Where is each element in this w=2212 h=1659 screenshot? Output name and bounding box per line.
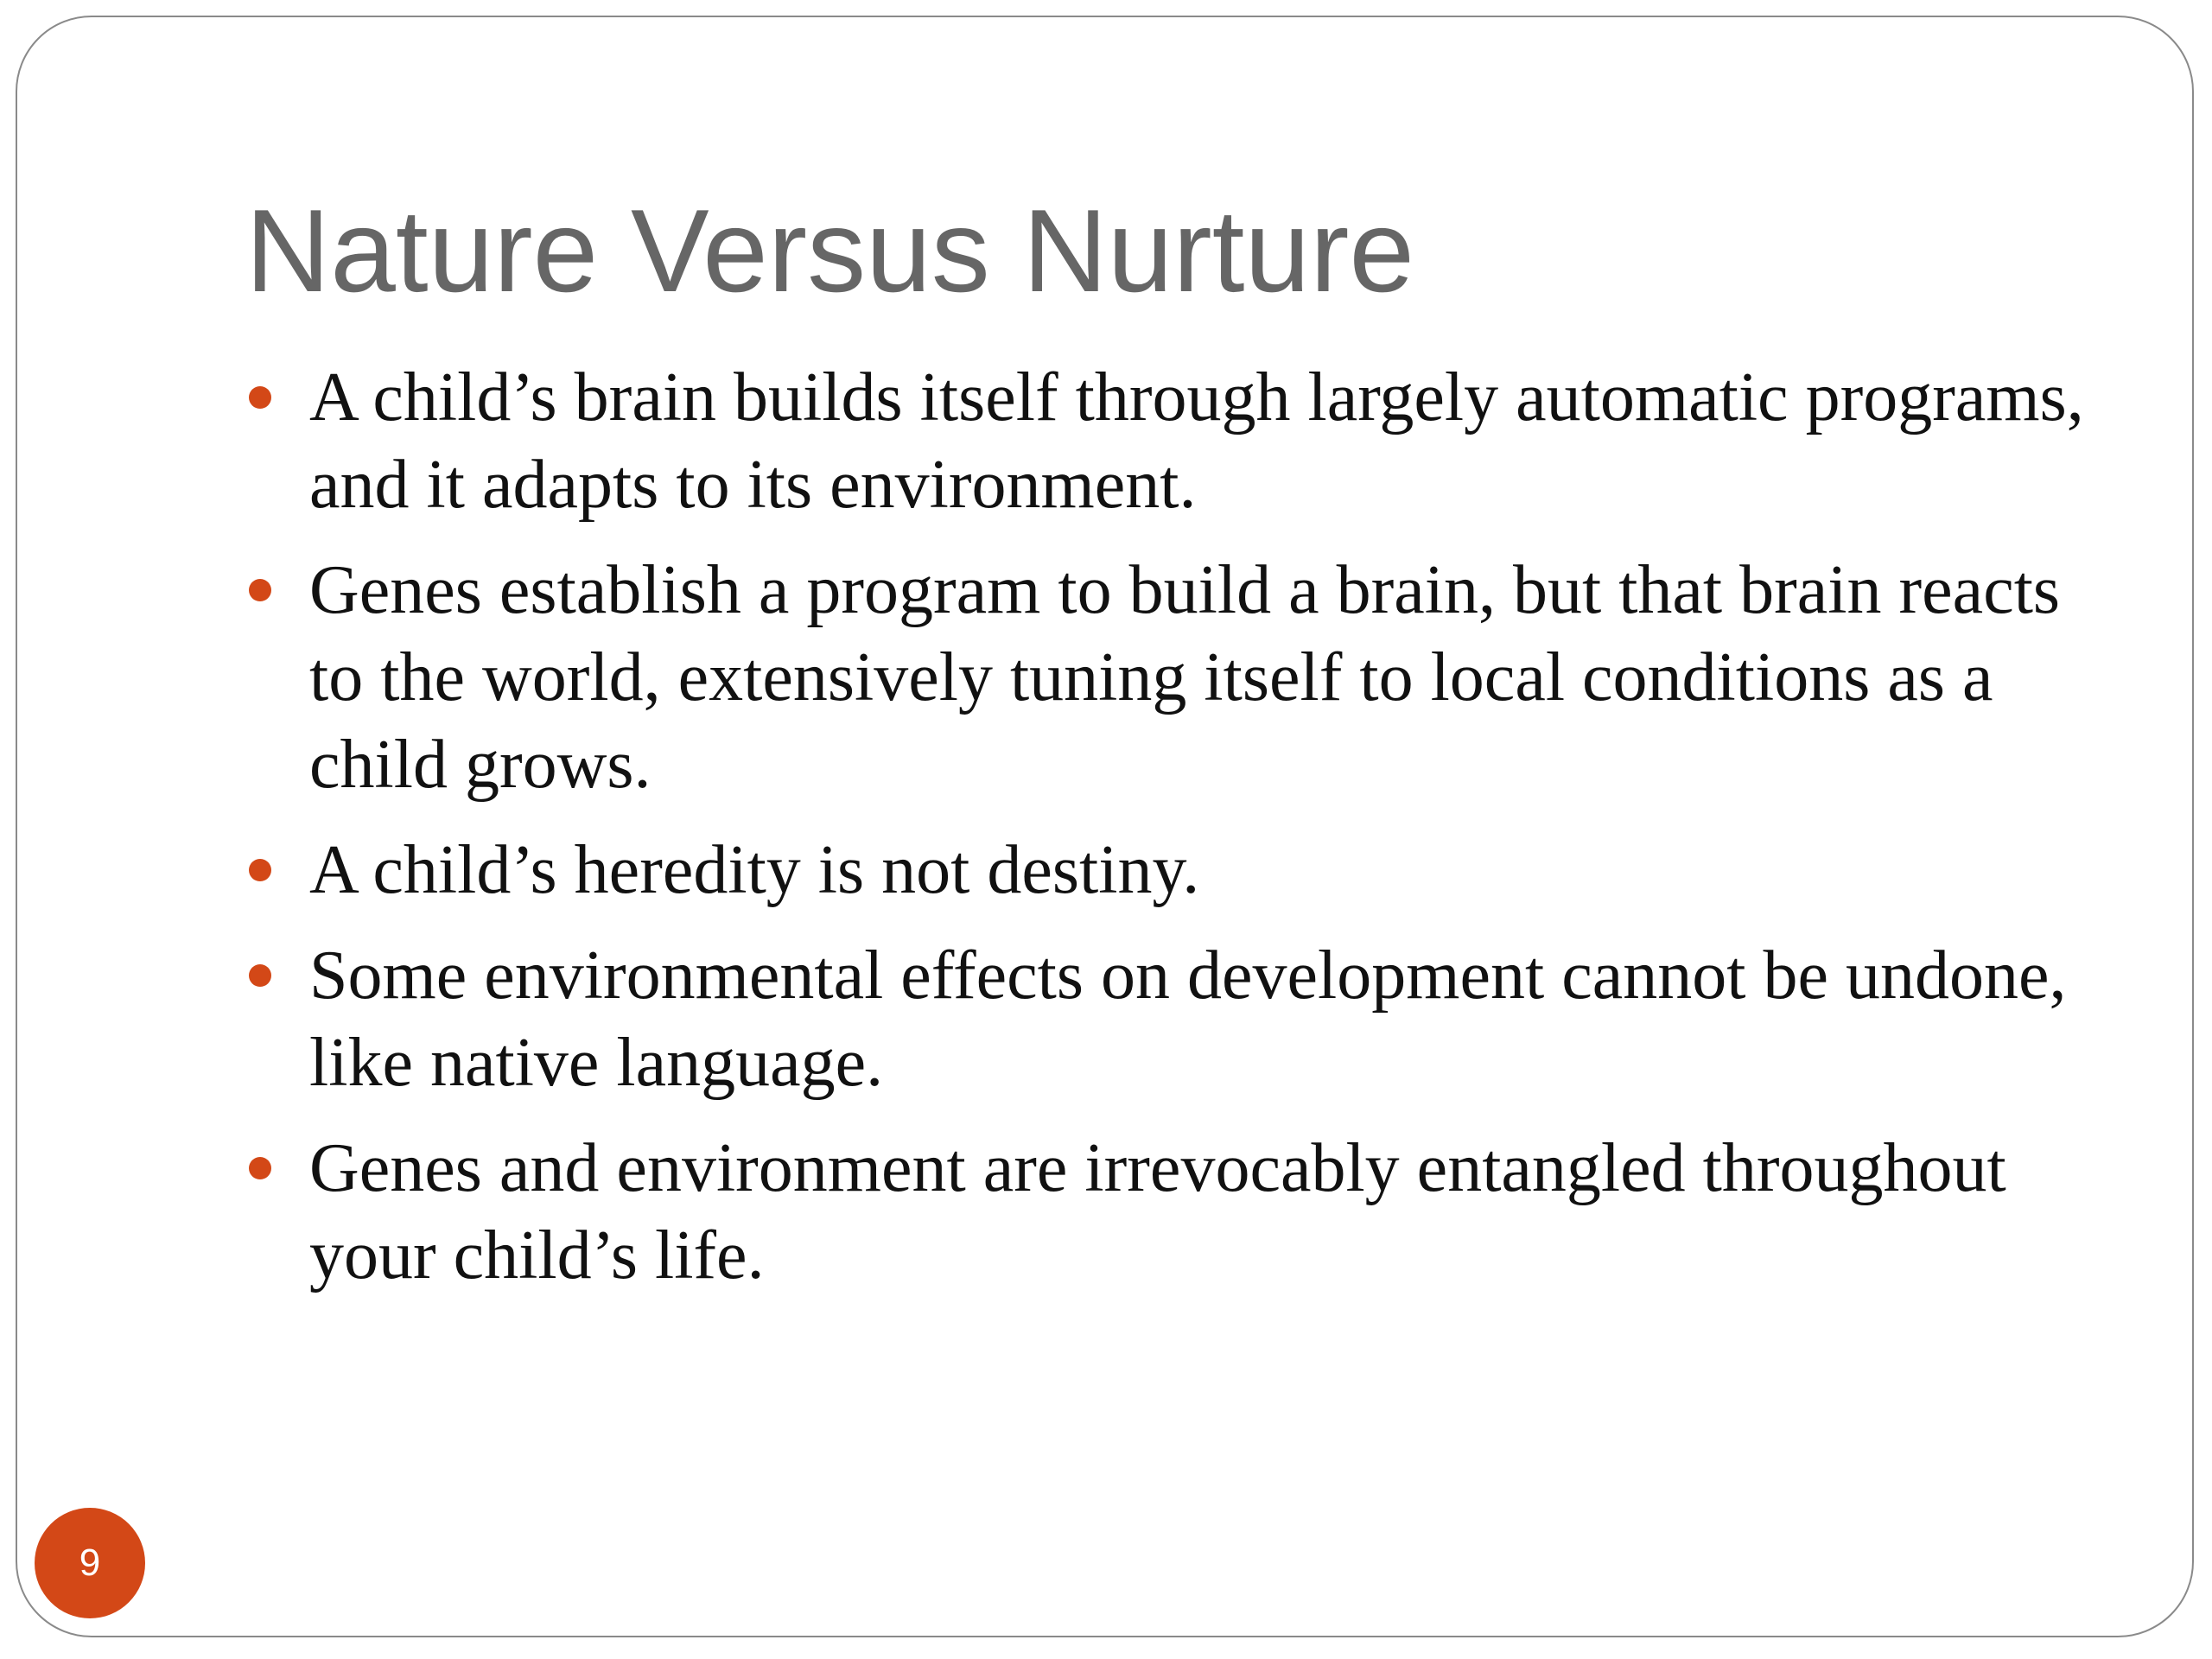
bullet-item: [245, 354, 2120, 529]
bullet-text: Genes establish a program to build a brain, but that brain reacts to the world, extensively tuning itself to local conditions as a child grows.: [309, 552, 2061, 803]
slide-title: Nature Versus Nurture: [245, 185, 1415, 316]
bullet-dot-icon: [249, 1157, 271, 1179]
bullet-item: [245, 1125, 2120, 1300]
slide-number-badge: 9: [35, 1508, 145, 1618]
bullet-text: Genes and environment are irrevocably entangled throughout your child’s life.: [309, 1130, 2006, 1294]
bullet-text: A child’s heredity is not destiny.: [309, 832, 1200, 908]
bullet-item: [245, 827, 2120, 914]
bullet-item: [245, 932, 2120, 1107]
bullet-dot-icon: [249, 859, 271, 881]
bullet-text: A child’s brain builds itself through largely automatic programs, and it adapts to its environment.: [309, 359, 2084, 523]
bullet-dot-icon: [249, 964, 271, 987]
bullet-dot-icon: [249, 579, 271, 601]
bullet-item: [245, 547, 2120, 809]
bullet-text: Some environmental effects on development cannot be undone, like native language.: [309, 938, 2067, 1101]
bullet-dot-icon: [249, 386, 271, 409]
bullet-list: [245, 354, 2120, 1318]
